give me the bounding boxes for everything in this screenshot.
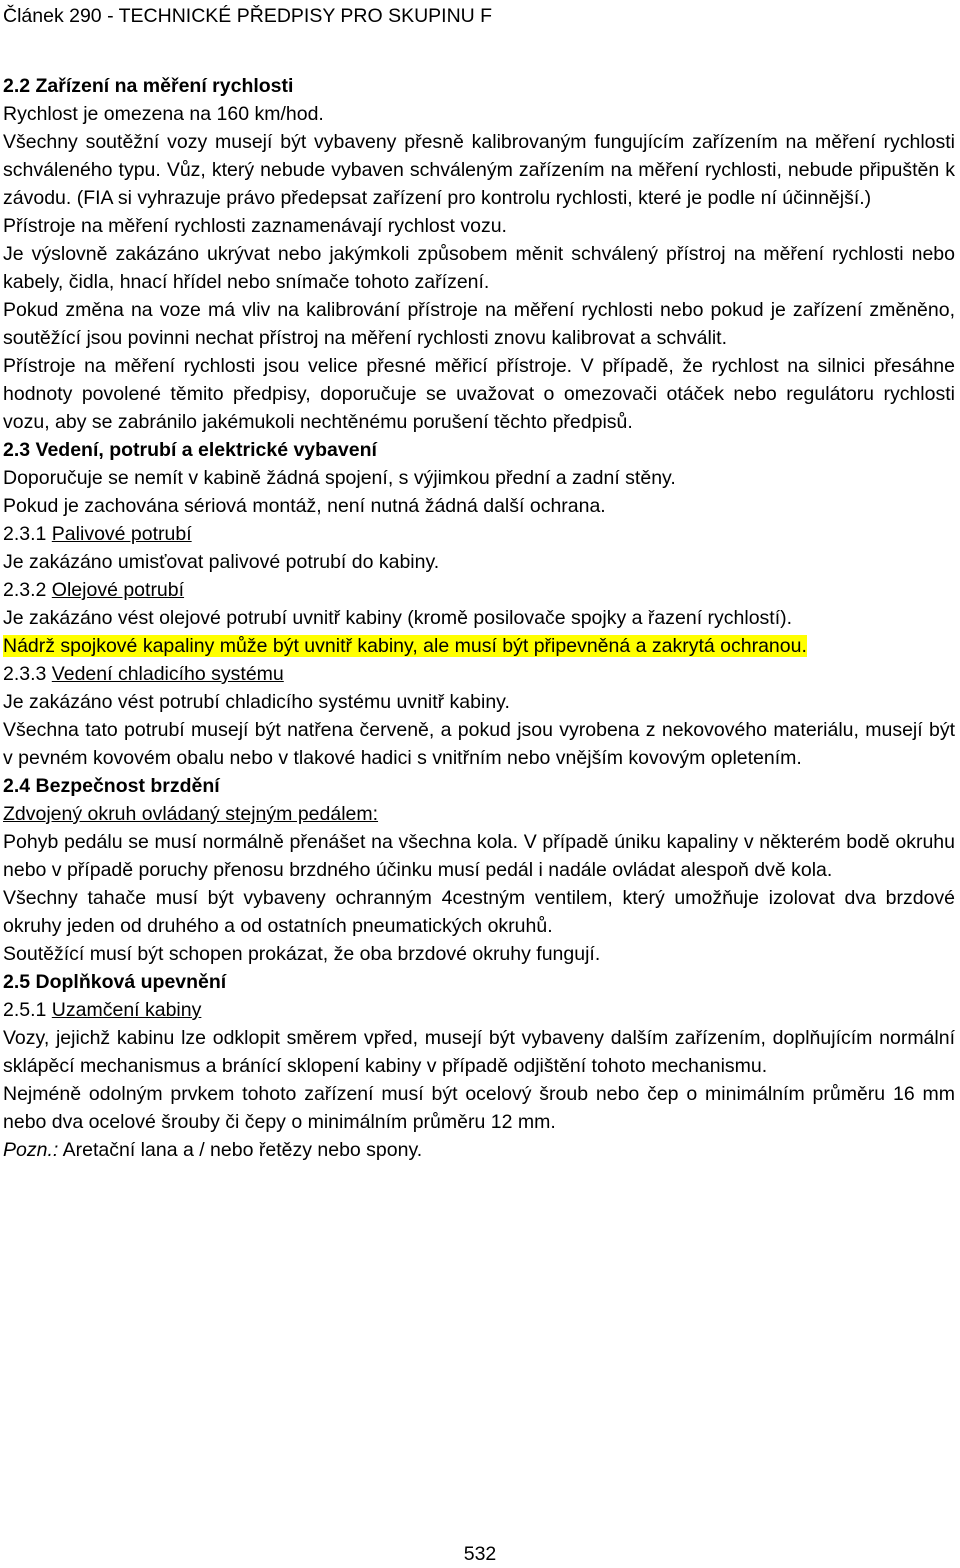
section-number: 2.3.1 <box>3 523 52 545</box>
paragraph: Pohyb pedálu se musí normálně přenášet na všechna kola. V případě úniku kapaliny v některém bodě okruhu nebo v případě poruchy přenosu brzdného účinku musí pedál i nadále ovládat alespoň dvě kola. <box>3 831 955 881</box>
highlight-text: Nádrž spojkové kapaliny může být uvnitř kabiny, ale musí být připevněná a zakrytá ochranou. <box>3 635 807 657</box>
note-label: Pozn.: <box>3 1139 59 1161</box>
paragraph: Vozy, jejichž kabinu lze odklopit směrem vpřed, musejí být vybaveny dalším zařízením, doplňujícím normální sklápěcí mechanismus a bránící sklopení kabiny v případě odjištění tohoto mechanismu. <box>3 1027 955 1077</box>
section-2-5-1-heading <box>3 996 955 1024</box>
section-title: Uzamčení kabiny <box>51 999 202 1021</box>
subheading: Zdvojený okruh ovládaný stejným pedálem: <box>3 803 379 825</box>
paragraph: Přístroje na měření rychlosti zaznamenávají rychlost vozu. <box>3 215 507 237</box>
page-number: 532 <box>463 1543 497 1565</box>
section-number: 2.3.2 <box>3 579 52 601</box>
section-title: Olejové potrubí <box>51 579 185 601</box>
section-2-3-1-heading <box>3 520 955 548</box>
paragraph: Doporučuje se nemít v kabině žádná spojení, s výjimkou přední a zadní stěny. <box>3 467 676 489</box>
section-2-3-2-heading <box>3 576 955 604</box>
paragraph: Rychlost je omezena na 160 km/hod. <box>3 103 324 125</box>
section-title: Palivové potrubí <box>51 523 192 545</box>
section-2-3-3-heading <box>3 660 955 688</box>
section-2-5-heading: 2.5 Doplňková upevnění <box>3 971 227 993</box>
note-text: Aretační lana a / nebo řetězy nebo spony. <box>58 1139 423 1161</box>
paragraph: Je zakázáno vést potrubí chladicího systému uvnitř kabiny. <box>3 691 510 713</box>
note <box>3 1136 955 1164</box>
highlighted-paragraph <box>3 632 955 660</box>
paragraph: Pokud změna na voze má vliv na kalibrování přístroje na měření rychlosti nebo pokud je zařízení změněno, soutěžící jsou povinni nechat přístroj na měření rychlosti znovu kalibrovat a schválit. <box>3 299 955 349</box>
paragraph: Pokud je zachována sériová montáž, není nutná žádná další ochrana. <box>3 495 606 517</box>
section-2-2-heading: 2.2 Zařízení na měření rychlosti <box>3 75 294 97</box>
paragraph: Všechny tahače musí být vybaveny ochranným 4cestným ventilem, který umožňuje izolovat dva brzdové okruhy jeden od druhého a od ostatních pneumatických okruhů. <box>3 887 955 937</box>
paragraph: Soutěžící musí být schopen prokázat, že oba brzdové okruhy fungují. <box>3 943 601 965</box>
document-body <box>3 72 955 1164</box>
section-number: 2.3.3 <box>3 663 52 685</box>
paragraph: Přístroje na měření rychlosti jsou velice přesné měřicí přístroje. V případě, že rychlost na silnici přesáhne hodnoty povolené těmito předpisy, doporučuje se uvažovat o omezovači otáček nebo regulátoru rychlosti vozu, aby se zabránilo jakémukoli nechtěnému porušení těchto předpisů. <box>3 355 955 433</box>
paragraph: Je zakázáno vést olejové potrubí uvnitř kabiny (kromě posilovače spojky a řazení rychlostí). <box>3 607 793 629</box>
paragraph: Všechna tato potrubí musejí být natřena červeně, a pokud jsou vyrobena z nekovového materiálu, musejí být v pevném kovovém obalu nebo v tlakové hadici s vnitřním nebo vnějším kovovým opletením. <box>3 719 955 769</box>
section-number: 2.5.1 <box>3 999 52 1021</box>
paragraph: Všechny soutěžní vozy musejí být vybaveny přesně kalibrovaným fungujícím zařízením na měření rychlosti schváleného typu. Vůz, který nebude vybaven schváleným zařízením na měření rychlosti, nebude připuštěn k závodu. (FIA si vyhrazuje právo předepsat zařízení pro kontrolu rychlosti, které je podle ní účinnější.) <box>3 131 955 209</box>
paragraph: Nejméně odolným prvkem tohoto zařízení musí být ocelový šroub nebo čep o minimálním průměru 16 mm nebo dva ocelové šrouby či čepy o minimálním průměru 12 mm. <box>3 1083 955 1133</box>
section-2-4-heading: 2.4 Bezpečnost brzdění <box>3 775 220 797</box>
section-2-3-heading: 2.3 Vedení, potrubí a elektrické vybavení <box>3 439 377 461</box>
document-header: Článek 290 - TECHNICKÉ PŘEDPISY PRO SKUPINU F <box>3 5 493 27</box>
paragraph: Je výslovně zakázáno ukrývat nebo jakýmkoli způsobem měnit schválený přístroj na měření rychlosti nebo kabely, čidla, hnací hřídel nebo snímače tohoto zařízení. <box>3 243 955 293</box>
section-title: Vedení chladicího systému <box>51 663 284 685</box>
paragraph: Je zakázáno umisťovat palivové potrubí do kabiny. <box>3 551 440 573</box>
